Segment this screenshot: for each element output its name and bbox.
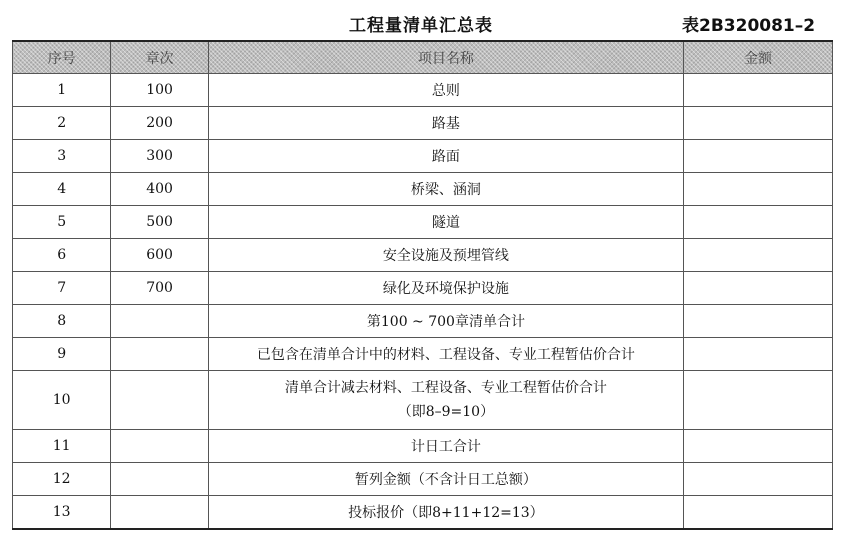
row-name: 清单合计减去材料、工程设备、专业工程暂估价合计 [284, 380, 607, 396]
row-seq: 6 [13, 239, 111, 272]
row-chapter [111, 430, 208, 463]
column-header-amount: 金额 [684, 41, 833, 74]
row-seq: 10 [13, 371, 111, 430]
row-chapter [111, 496, 208, 530]
column-header-seq: 序号 [13, 41, 111, 74]
table-row [13, 463, 833, 496]
row-chapter [111, 371, 208, 430]
row-chapter [111, 305, 208, 338]
row-seq: 5 [13, 206, 111, 239]
row-chapter: 600 [111, 239, 208, 272]
row-amount [684, 239, 833, 272]
row-amount [684, 107, 833, 140]
row-amount [684, 140, 833, 173]
row-name-formula: （即8–9=10） [397, 404, 495, 420]
table-row [13, 338, 833, 371]
table-row [13, 272, 833, 305]
row-amount [684, 206, 833, 239]
row-amount [684, 272, 833, 305]
row-chapter [111, 338, 208, 371]
row-seq: 8 [13, 305, 111, 338]
row-chapter: 400 [111, 173, 208, 206]
row-chapter: 200 [111, 107, 208, 140]
column-header-name: 项目名称 [208, 41, 683, 74]
row-seq: 12 [13, 463, 111, 496]
row-seq: 9 [13, 338, 111, 371]
row-name: 隧道 [208, 206, 683, 239]
row-chapter [111, 463, 208, 496]
row-chapter: 100 [111, 74, 208, 107]
row-amount [684, 371, 833, 430]
table-row [13, 305, 833, 338]
row-seq: 11 [13, 430, 111, 463]
table-title: 工程量清单汇总表 [349, 16, 493, 36]
row-chapter: 300 [111, 140, 208, 173]
row-seq: 4 [13, 173, 111, 206]
row-amount [684, 173, 833, 206]
title-row [0, 0, 850, 40]
row-seq: 2 [13, 107, 111, 140]
row-amount [684, 338, 833, 371]
row-name: 总则 [208, 74, 683, 107]
table-row [13, 173, 833, 206]
row-chapter: 500 [111, 206, 208, 239]
row-name: 路基 [208, 107, 683, 140]
row-name: 第100 ~ 700章清单合计 [208, 305, 683, 338]
row-name-cell [208, 371, 683, 430]
row-seq: 7 [13, 272, 111, 305]
column-header-chapter: 章次 [111, 41, 208, 74]
row-name: 安全设施及预埋管线 [208, 239, 683, 272]
table-row [13, 430, 833, 463]
row-name: 桥梁、涵洞 [208, 173, 683, 206]
row-seq: 1 [13, 74, 111, 107]
row-amount [684, 496, 833, 530]
table-row [13, 74, 833, 107]
table-row [13, 140, 833, 173]
table-row [13, 239, 833, 272]
row-name: 已包含在清单合计中的材料、工程设备、专业工程暂估价合计 [208, 338, 683, 371]
row-name: 计日工合计 [208, 430, 683, 463]
header-row [13, 41, 833, 74]
row-amount [684, 430, 833, 463]
row-chapter: 700 [111, 272, 208, 305]
row-amount [684, 463, 833, 496]
row-amount [684, 74, 833, 107]
table-row [13, 371, 833, 430]
table-row [13, 496, 833, 530]
row-name: 投标报价（即8+11+12=13） [208, 496, 683, 530]
table-row [13, 206, 833, 239]
row-name: 绿化及环境保护设施 [208, 272, 683, 305]
row-amount [684, 305, 833, 338]
table-code: 表2B320081–2 [682, 16, 816, 36]
summary-table [12, 40, 833, 530]
row-name: 暂列金额（不含计日工总额） [208, 463, 683, 496]
row-name: 路面 [208, 140, 683, 173]
row-seq: 3 [13, 140, 111, 173]
row-seq: 13 [13, 496, 111, 530]
table-row [13, 107, 833, 140]
